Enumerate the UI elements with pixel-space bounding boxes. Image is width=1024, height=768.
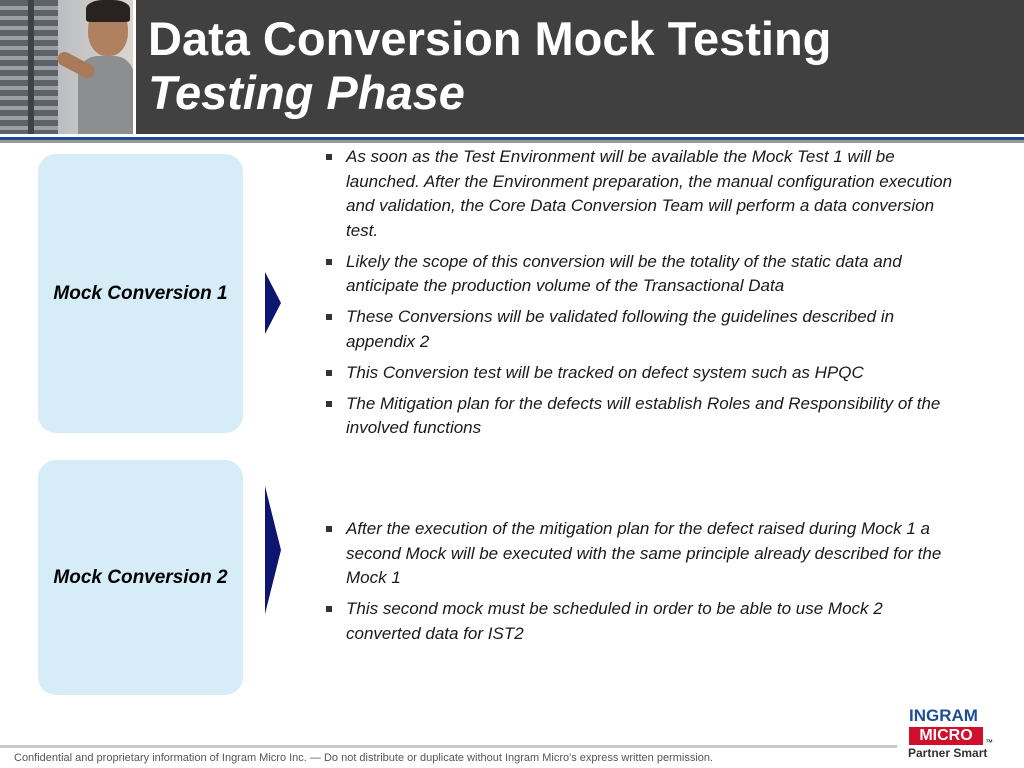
- square-bullet-icon: [326, 526, 332, 532]
- confidentiality-footer: Confidential and proprietary information of Ingram Micro Inc. — Do not distribute or duplicate without Ingram Micro's express written permission.: [14, 752, 714, 764]
- square-bullet-icon: [326, 154, 332, 160]
- list-item: The Mitigation plan for the defects will establish Roles and Responsibility of the involved functions: [325, 392, 957, 441]
- mock-conversion-2-box: [38, 460, 243, 695]
- chevron-right-icon: [265, 272, 281, 334]
- footer-rule: [0, 745, 897, 748]
- list-item: Likely the scope of this conversion will be the totality of the static data and anticipate the production volume of the Transactional Data: [325, 250, 957, 299]
- square-bullet-icon: [326, 370, 332, 376]
- logo-trademark: ™: [985, 738, 993, 747]
- mock-2-bullet-list: [325, 517, 957, 653]
- page-subtitle: Testing Phase: [148, 66, 465, 119]
- mock-conversion-1-box: [38, 154, 243, 433]
- mock-conversion-1-label: Mock Conversion 1: [53, 282, 228, 304]
- logo-line-ingram: INGRAM: [909, 706, 978, 725]
- square-bullet-icon: [326, 401, 332, 407]
- page-title: Data Conversion Mock Testing: [148, 12, 832, 65]
- list-item: As soon as the Test Environment will be available the Mock Test 1 will be launched. After the Environment preparation, the manual configuration execution and validation, the Core Data Conversion Team will perform a data conversion test.: [325, 145, 957, 243]
- logo-tagline: Partner Smart: [908, 746, 988, 760]
- square-bullet-icon: [326, 259, 332, 265]
- square-bullet-icon: [326, 606, 332, 612]
- mock-conversion-2-label: Mock Conversion 2: [53, 566, 228, 588]
- ingram-micro-logo: [905, 706, 995, 766]
- list-item: This Conversion test will be tracked on defect system such as HPQC: [325, 361, 957, 386]
- header-rule-gray: [0, 140, 1024, 143]
- logo-line-micro: MICRO: [909, 727, 983, 745]
- list-item: This second mock must be scheduled in order to be able to use Mock 2 converted data for IST2: [325, 597, 957, 646]
- photo-banner: [0, 0, 133, 134]
- list-item: After the execution of the mitigation plan for the defect raised during Mock 1 a second Mock will be executed with the same principle already described for the Mock 1: [325, 517, 957, 591]
- header-divider: [133, 0, 136, 134]
- header-bar: [0, 0, 1024, 134]
- list-item: These Conversions will be validated following the guidelines described in appendix 2: [325, 305, 957, 354]
- chevron-right-icon: [265, 486, 281, 614]
- square-bullet-icon: [326, 314, 332, 320]
- mock-1-bullet-list: [325, 145, 957, 447]
